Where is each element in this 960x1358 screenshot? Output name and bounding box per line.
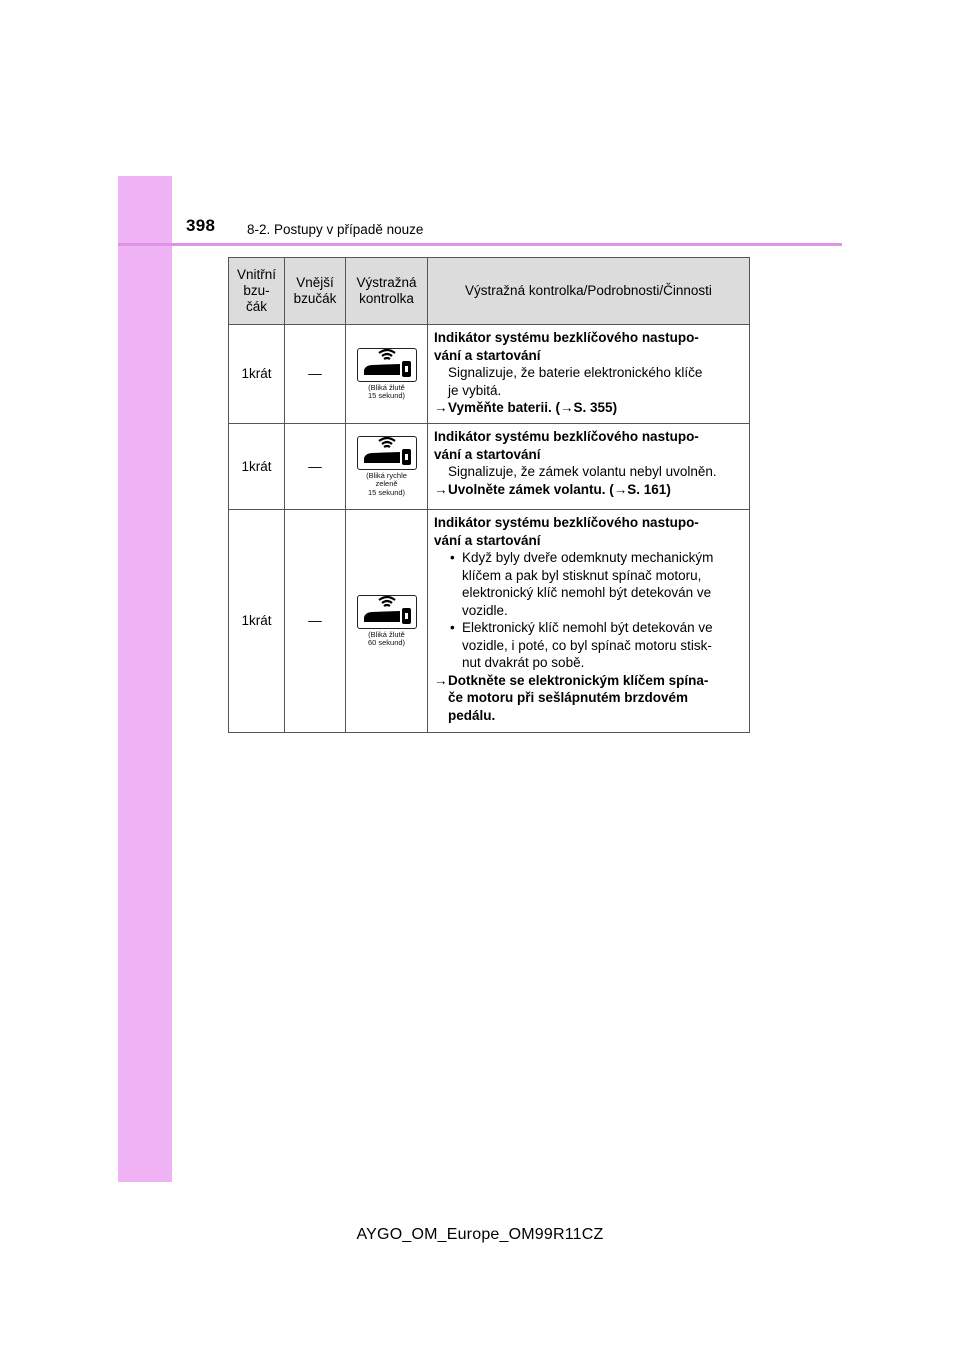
smart-key-wave-icon [357, 348, 417, 382]
details-cell [428, 424, 750, 510]
warning-light-cell [346, 424, 428, 510]
lamp-caption [346, 472, 427, 498]
detail-title: Indikátor systému bezklíčového nastupo- [434, 515, 699, 530]
header-divider [118, 243, 842, 246]
lamp-caption-line: 15 sekund) [367, 391, 406, 400]
details-cell [428, 325, 750, 424]
warning-table [228, 257, 750, 733]
bullet-line: klíčem a pak byl stisknut spínač motoru, [462, 567, 702, 583]
external-buzzer-cell: — [285, 510, 346, 733]
details-cell [428, 510, 750, 733]
detail-action: → Uvolněte zámek volantu. (→S. 161) [434, 481, 671, 497]
internal-buzzer-cell: 1krát [229, 325, 285, 424]
header-line: Výstražná kontrolka/Podrobnosti/Činnosti [465, 283, 712, 298]
header-line: Výstražná [356, 275, 417, 290]
detail-text: je vybitá. [448, 382, 502, 398]
col-header-details [428, 258, 750, 325]
lamp-caption-line: 60 sekund) [367, 638, 406, 647]
table-header-row [229, 258, 750, 325]
lamp-caption-line: (Bliká rychle [366, 470, 407, 480]
bullet-line: Když byly dveře odemknuty mechanickým [462, 550, 714, 565]
bullet-line: vozidle. [462, 602, 508, 618]
table-row [229, 424, 750, 510]
header-line: bzu- [243, 283, 270, 298]
smart-key-wave-icon [357, 436, 417, 470]
detail-action: → Vyměňte baterii. (→S. 355) [434, 400, 618, 415]
warning-light-cell [346, 510, 428, 733]
external-buzzer-cell: — [285, 424, 346, 510]
detail-action: → Dotkněte se elektronickým klíčem spína- če motoru při sešlápnutém brzdovém pedálu. [434, 672, 745, 725]
internal-buzzer-cell: 1krát [229, 510, 285, 733]
detail-title: vání a startování [434, 446, 541, 462]
header-line: Vnitřní [236, 267, 277, 282]
lamp-caption-line: zeleně [375, 479, 398, 489]
detail-title: vání a startování [434, 347, 541, 363]
detail-title: vání a startování [434, 532, 541, 548]
bullet-line: nut dvakrát po sobě. [462, 655, 585, 670]
table-row [229, 325, 750, 424]
section-title: 8-2. Postupy v případě nouze [247, 222, 424, 237]
lamp-caption-line: (Bliká žlutě [368, 629, 405, 639]
bullet-icon: • [450, 620, 455, 635]
detail-text: Signalizuje, že baterie elektronického klíče [448, 365, 703, 380]
lamp-caption [346, 631, 427, 648]
action-line: Dotkněte se elektronickým klíčem spína- [448, 672, 709, 688]
action-text: Vyměňte baterii. (→S. 355) [448, 400, 618, 415]
sidebar-tab [118, 176, 172, 1182]
warning-light-cell [346, 325, 428, 424]
col-header-internal-buzzer [229, 258, 285, 325]
internal-buzzer-cell: 1krát [229, 424, 285, 510]
bullet-line: Elektronický klíč nemohl být detekován ve [462, 620, 713, 635]
col-header-external-buzzer [285, 258, 346, 325]
lamp-caption-line: 15 sekund) [367, 487, 406, 497]
action-text: Uvolněte zámek volantu. (→S. 161) [448, 481, 671, 497]
document-id: AYGO_OM_Europe_OM99R11CZ [356, 1226, 604, 1243]
header-line: kontrolka [359, 291, 414, 306]
page-number: 398 [186, 216, 216, 235]
bullet-line: vozidle, i poté, co byl spínač motoru stisk- [462, 637, 712, 653]
external-buzzer-cell: — [285, 325, 346, 424]
bullet-item [434, 619, 745, 672]
detail-title: Indikátor systému bezklíčového nastupo- [434, 330, 699, 345]
detail-title: Indikátor systému bezklíčového nastupo- [434, 429, 699, 444]
lamp-caption-line: (Bliká žlutě [368, 382, 405, 392]
col-header-warning-light [346, 258, 428, 325]
table-row [229, 510, 750, 733]
bullet-icon: • [450, 550, 455, 565]
header-line: bzučák [293, 291, 337, 306]
bullet-item [434, 549, 745, 619]
detail-text: Signalizuje, že zámek volantu nebyl uvolněn. [448, 464, 717, 479]
action-line: če motoru při sešlápnutém brzdovém [448, 690, 689, 705]
lamp-caption [346, 384, 427, 401]
header-line: čák [245, 299, 267, 314]
smart-key-wave-icon [357, 595, 417, 629]
header-line: Vnější [296, 275, 334, 290]
action-line: pedálu. [448, 707, 496, 723]
bullet-line: elektronický klíč nemohl být detekován ve [462, 585, 712, 600]
